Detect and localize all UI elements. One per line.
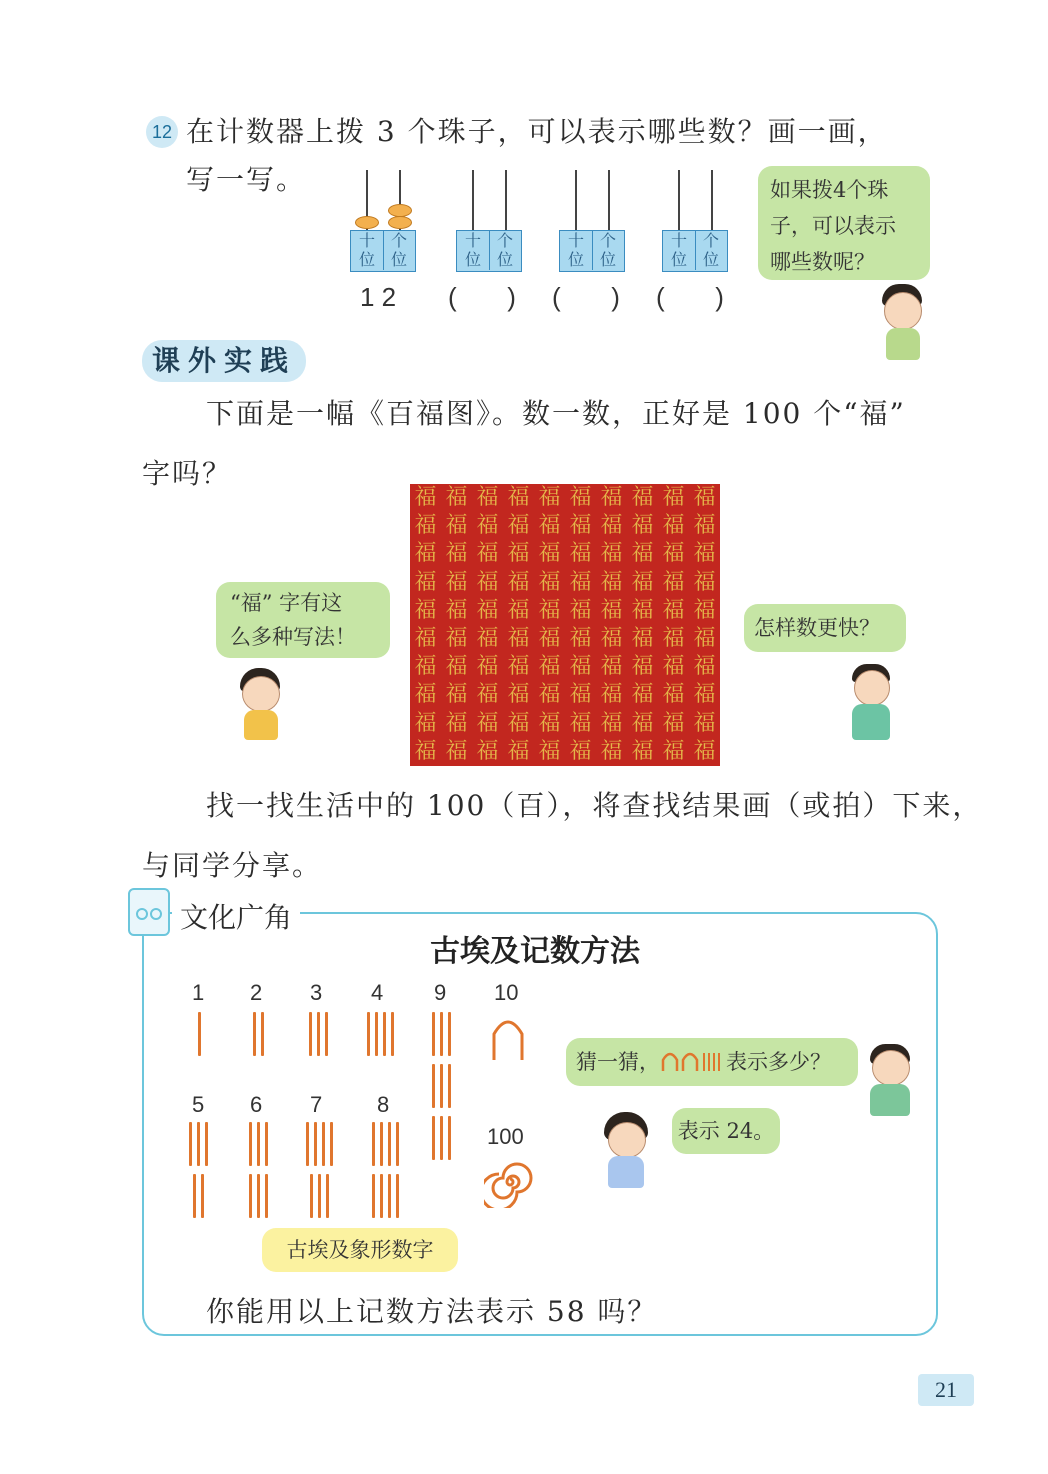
practice-para1-line1: 下面是一幅《百福图》。数一数，正好是 100 个“福” — [206, 397, 906, 430]
fu-character: 福 — [600, 569, 623, 595]
problem-text-line2: 写一写。 — [186, 163, 307, 196]
tally-stroke — [326, 1174, 329, 1218]
fu-character: 福 — [445, 710, 468, 736]
tally-stroke — [261, 1012, 264, 1056]
fu-character: 福 — [569, 710, 592, 736]
book-mascot-icon — [128, 888, 170, 936]
fu-character: 福 — [662, 738, 685, 764]
culture-question: 你能用以上记数方法表示 58 吗？ — [206, 1295, 658, 1328]
tally-stroke — [249, 1122, 252, 1166]
fu-character: 福 — [662, 682, 685, 708]
fu-character: 福 — [445, 513, 468, 539]
fu-character: 福 — [631, 710, 654, 736]
girl-illustration-3 — [598, 1112, 654, 1188]
fu-character: 福 — [600, 682, 623, 708]
fu-character: 福 — [631, 485, 654, 510]
boy-speech-bubble-1: 怎样数更快？ — [744, 604, 906, 652]
tally-stroke — [189, 1122, 192, 1166]
fu-character: 福 — [476, 541, 499, 567]
fu-character: 福 — [538, 513, 561, 539]
fu-character: 福 — [693, 738, 716, 764]
numeral-label-8: 8 — [377, 1092, 390, 1117]
fu-character: 福 — [569, 738, 592, 764]
fu-character: 福 — [507, 738, 530, 764]
fu-character: 福 — [662, 541, 685, 567]
fu-character: 福 — [693, 626, 716, 651]
fu-character: 福 — [538, 738, 561, 764]
fu-character: 福 — [476, 513, 499, 539]
fu-character: 福 — [445, 626, 468, 651]
bead — [355, 216, 379, 229]
numeral-label-100: 100 — [487, 1124, 524, 1149]
fu-character: 福 — [600, 485, 623, 510]
answer-blank-2[interactable]: ( ) — [448, 282, 516, 312]
numeral-label-3: 3 — [310, 980, 323, 1005]
fu-character: 福 — [476, 710, 499, 736]
section-title-practice: 课外实践 — [142, 340, 306, 382]
abacus-3: 十 位 个 位 — [559, 170, 625, 290]
tally-stroke — [265, 1122, 268, 1166]
fu-character: 福 — [414, 738, 437, 764]
girl-illustration-1 — [872, 284, 932, 360]
tally-stroke — [396, 1122, 399, 1166]
fu-character: 福 — [569, 541, 592, 567]
fu-character: 福 — [693, 597, 716, 623]
tally-stroke — [391, 1012, 394, 1056]
hundred-fu-picture — [410, 484, 720, 766]
fu-character: 福 — [414, 710, 437, 736]
fu-character: 福 — [600, 513, 623, 539]
fu-character: 福 — [445, 485, 468, 510]
fu-character: 福 — [631, 682, 654, 708]
numeral-label-7: 7 — [310, 1092, 323, 1117]
tally-stroke — [317, 1012, 320, 1056]
culture-title: 古埃及记数方法 — [430, 935, 640, 968]
fu-character: 福 — [476, 626, 499, 651]
tally-stroke — [432, 1116, 435, 1160]
bead — [388, 216, 412, 229]
answer-1: 1 2 — [360, 282, 397, 312]
tally-stroke — [310, 1174, 313, 1218]
fu-character: 福 — [662, 597, 685, 623]
practice-para2-line2: 与同学分享。 — [142, 849, 323, 882]
fu-character: 福 — [631, 541, 654, 567]
tally-stroke — [257, 1174, 260, 1218]
fu-character: 福 — [445, 597, 468, 623]
girl-speech-bubble-3: 表示 24。 — [672, 1108, 780, 1154]
fu-character: 福 — [631, 569, 654, 595]
numeral-label-4: 4 — [371, 980, 384, 1005]
fu-character: 福 — [569, 682, 592, 708]
fu-character: 福 — [662, 710, 685, 736]
fu-character: 福 — [631, 513, 654, 539]
fu-character: 福 — [600, 541, 623, 567]
fu-character: 福 — [600, 654, 623, 680]
fu-character: 福 — [445, 738, 468, 764]
fu-character: 福 — [538, 626, 561, 651]
problem-number-badge: 12 — [146, 116, 178, 148]
fu-character: 福 — [662, 626, 685, 651]
fu-character: 福 — [631, 597, 654, 623]
tally-stroke — [432, 1012, 435, 1056]
tally-stroke — [432, 1064, 435, 1108]
fu-character: 福 — [662, 513, 685, 539]
fu-character: 福 — [445, 569, 468, 595]
fu-character: 福 — [569, 654, 592, 680]
fu-character: 福 — [569, 569, 592, 595]
egyptian-24-symbols — [660, 1049, 726, 1073]
tally-stroke — [330, 1122, 333, 1166]
fu-character: 福 — [569, 513, 592, 539]
tally-stroke — [388, 1174, 391, 1218]
fu-character: 福 — [445, 541, 468, 567]
tally-stroke — [309, 1012, 312, 1056]
abacus-1: 十 位 个 位 — [350, 170, 416, 290]
tally-stroke — [372, 1122, 375, 1166]
fu-character: 福 — [569, 485, 592, 510]
fu-character: 福 — [507, 626, 530, 651]
practice-para1-line2: 字吗？ — [142, 457, 233, 490]
tally-stroke — [249, 1174, 252, 1218]
fu-character: 福 — [600, 626, 623, 651]
tally-stroke — [372, 1174, 375, 1218]
tally-stroke — [201, 1174, 204, 1218]
egyptian-hundred-symbol — [484, 1156, 536, 1208]
fu-character: 福 — [569, 626, 592, 651]
fu-character: 福 — [538, 682, 561, 708]
tally-stroke — [367, 1012, 370, 1056]
fu-character: 福 — [507, 541, 530, 567]
culture-corner-box — [142, 912, 938, 1336]
tally-stroke — [325, 1012, 328, 1056]
numeral-label-5: 5 — [192, 1092, 205, 1117]
fu-character: 福 — [507, 682, 530, 708]
tally-stroke — [265, 1174, 268, 1218]
tally-stroke — [383, 1012, 386, 1056]
fu-character: 福 — [414, 513, 437, 539]
tally-stroke — [306, 1122, 309, 1166]
problem-text-line1: 在计数器上拨 3 个珠子，可以表示哪些数？画一画， — [186, 115, 888, 148]
fu-character: 福 — [693, 654, 716, 680]
tally-stroke — [380, 1122, 383, 1166]
fu-character: 福 — [538, 541, 561, 567]
tally-stroke — [375, 1012, 378, 1056]
numeral-label-6: 6 — [250, 1092, 263, 1117]
abacus-2: 十 位 个 位 — [456, 170, 522, 290]
numeral-label-2: 2 — [250, 980, 263, 1005]
tally-stroke — [198, 1012, 201, 1056]
numeral-label-9: 9 — [434, 980, 447, 1005]
fu-character: 福 — [662, 569, 685, 595]
tally-stroke — [193, 1174, 196, 1218]
fu-character: 福 — [693, 682, 716, 708]
bead — [388, 204, 412, 217]
tally-stroke — [440, 1116, 443, 1160]
fu-character: 福 — [414, 597, 437, 623]
fu-character: 福 — [507, 569, 530, 595]
tally-stroke — [440, 1012, 443, 1056]
fu-character: 福 — [538, 569, 561, 595]
tally-stroke — [253, 1012, 256, 1056]
fu-character: 福 — [631, 626, 654, 651]
answer-blank-3[interactable]: ( ) — [552, 282, 620, 312]
tally-stroke — [448, 1064, 451, 1108]
egyptian-ten-symbol — [488, 1012, 528, 1062]
fu-character: 福 — [476, 654, 499, 680]
fu-character: 福 — [693, 541, 716, 567]
fu-character: 福 — [507, 485, 530, 510]
fu-character: 福 — [414, 569, 437, 595]
fu-character: 福 — [445, 654, 468, 680]
fu-character: 福 — [538, 710, 561, 736]
tally-stroke — [322, 1122, 325, 1166]
fu-character: 福 — [445, 682, 468, 708]
boy-illustration-2 — [862, 1044, 918, 1116]
tally-stroke — [396, 1174, 399, 1218]
fu-character: 福 — [507, 513, 530, 539]
fu-character: 福 — [600, 738, 623, 764]
tally-stroke — [448, 1012, 451, 1056]
tally-stroke — [197, 1122, 200, 1166]
abacus-4: 十 位 个 位 — [662, 170, 728, 290]
tally-stroke — [318, 1174, 321, 1218]
fu-character: 福 — [693, 710, 716, 736]
fu-character: 福 — [414, 485, 437, 510]
fu-character: 福 — [476, 682, 499, 708]
fu-character: 福 — [507, 597, 530, 623]
fu-character: 福 — [538, 485, 561, 510]
answer-blank-4[interactable]: ( ) — [656, 282, 724, 312]
boy-speech-bubble-2: 猜一猜， 表示多少？ — [566, 1038, 858, 1086]
fu-character: 福 — [507, 654, 530, 680]
girl-speech-bubble-2: “福” 字有这 么多种写法！ — [216, 582, 390, 658]
fu-character: 福 — [631, 738, 654, 764]
boy-illustration-1 — [846, 664, 896, 740]
girl-speech-bubble-1: 如果拨4个珠 子，可以表示 哪些数呢？ — [758, 166, 930, 280]
fu-character: 福 — [538, 654, 561, 680]
tally-stroke — [388, 1122, 391, 1166]
fu-character: 福 — [414, 541, 437, 567]
fu-character: 福 — [507, 710, 530, 736]
fu-character: 福 — [693, 485, 716, 510]
fu-character: 福 — [414, 654, 437, 680]
caption-hieroglyph-numerals: 古埃及象形数字 — [262, 1228, 458, 1272]
fu-character: 福 — [476, 485, 499, 510]
culture-corner-label: 文化广角 — [172, 896, 300, 936]
fu-character: 福 — [414, 626, 437, 651]
fu-character: 福 — [693, 513, 716, 539]
fu-character: 福 — [662, 654, 685, 680]
fu-character: 福 — [569, 597, 592, 623]
tally-stroke — [440, 1064, 443, 1108]
tally-stroke — [257, 1122, 260, 1166]
fu-character: 福 — [693, 569, 716, 595]
tally-stroke — [448, 1116, 451, 1160]
fu-character: 福 — [476, 738, 499, 764]
fu-character: 福 — [662, 485, 685, 510]
fu-character: 福 — [600, 710, 623, 736]
tally-stroke — [205, 1122, 208, 1166]
girl-illustration-2 — [232, 668, 288, 740]
fu-character: 福 — [538, 597, 561, 623]
fu-character: 福 — [476, 569, 499, 595]
fu-character: 福 — [414, 682, 437, 708]
fu-character: 福 — [600, 597, 623, 623]
numeral-label-1: 1 — [192, 980, 205, 1005]
fu-character: 福 — [476, 597, 499, 623]
tally-stroke — [380, 1174, 383, 1218]
fu-character: 福 — [631, 654, 654, 680]
practice-para2-line1: 找一找生活中的 100（百），将查找结果画（或拍）下来， — [206, 789, 983, 822]
tally-stroke — [314, 1122, 317, 1166]
numeral-label-10: 10 — [494, 980, 519, 1005]
page-number: 21 — [918, 1374, 974, 1406]
